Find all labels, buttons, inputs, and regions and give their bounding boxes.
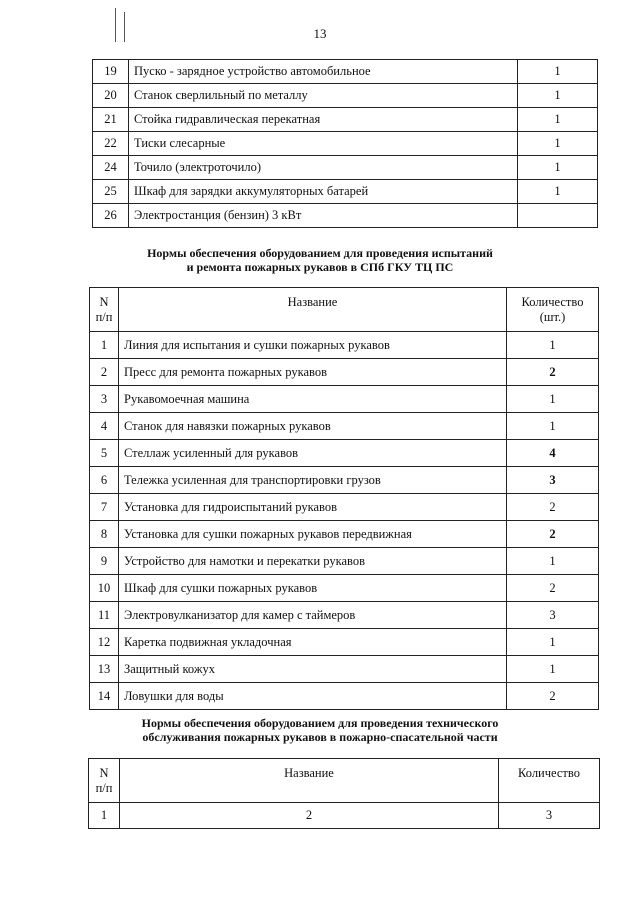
row-number: 1 (90, 332, 119, 359)
item-name: Рукавомоечная машина (119, 386, 507, 413)
table-row (90, 656, 599, 683)
row-number: 5 (90, 440, 119, 467)
equipment-table-continued (92, 59, 598, 228)
item-name: Защитный кожух (119, 656, 507, 683)
item-quantity: 3 (507, 602, 599, 629)
table-row (90, 440, 599, 467)
row-number: 4 (90, 413, 119, 440)
item-quantity: 1 (507, 548, 599, 575)
table-row (90, 683, 599, 710)
table-row (90, 548, 599, 575)
item-quantity: 2 (507, 683, 599, 710)
item-name: Тиски слесарные (129, 132, 518, 156)
row-number: 12 (90, 629, 119, 656)
row-number: 13 (90, 656, 119, 683)
row-number: 20 (93, 84, 129, 108)
table-row (93, 132, 598, 156)
column-index-row (89, 803, 600, 829)
heading-line: Нормы обеспечения оборудованием для проведения технического (141, 716, 499, 730)
item-quantity: 2 (507, 359, 599, 386)
column-header-name: Название (120, 759, 499, 803)
testing-repair-equipment-table (89, 287, 599, 710)
item-name: Стойка гидравлическая перекатная (129, 108, 518, 132)
item-name: Пуско - зарядное устройство автомобильное (129, 60, 518, 84)
item-name: Станок для навязки пожарных рукавов (119, 413, 507, 440)
table-row (90, 575, 599, 602)
item-quantity: 1 (518, 108, 598, 132)
row-number: 9 (90, 548, 119, 575)
item-name: Устройство для намотки и перекатки рукавов (119, 548, 507, 575)
section-heading-maintenance (0, 716, 640, 744)
item-quantity: 1 (518, 60, 598, 84)
item-name: Пресс для ремонта пожарных рукавов (119, 359, 507, 386)
item-quantity: 1 (518, 84, 598, 108)
table-header-row (89, 759, 600, 803)
item-name: Линия для испытания и сушки пожарных рукавов (119, 332, 507, 359)
column-header-quantity: Количество (шт.) (507, 288, 599, 332)
row-number: 19 (93, 60, 129, 84)
table-row (93, 84, 598, 108)
item-quantity: 4 (507, 440, 599, 467)
table-row (93, 204, 598, 228)
table-row (90, 494, 599, 521)
item-quantity: 1 (507, 629, 599, 656)
column-index: 2 (120, 803, 499, 829)
row-number: 26 (93, 204, 129, 228)
item-quantity: 2 (507, 521, 599, 548)
item-quantity: 1 (518, 156, 598, 180)
section-heading-testing-repair (0, 246, 640, 274)
item-name: Электровулканизатор для камер с таймеров (119, 602, 507, 629)
item-name: Стеллаж усиленный для рукавов (119, 440, 507, 467)
item-name: Установка для гидроиспытаний рукавов (119, 494, 507, 521)
page-number: 13 (313, 26, 327, 41)
column-header-number: N п/п (89, 759, 120, 803)
table-header-row (90, 288, 599, 332)
heading-line: обслуживания пожарных рукавов в пожарно-спасательной части (142, 730, 498, 744)
item-name: Установка для сушки пожарных рукавов передвижная (119, 521, 507, 548)
heading-line: и ремонта пожарных рукавов в СПб ГКУ ТЦ ПС (186, 260, 454, 274)
column-index: 1 (89, 803, 120, 829)
table-row (90, 602, 599, 629)
item-quantity: 1 (518, 180, 598, 204)
row-number: 10 (90, 575, 119, 602)
row-number: 11 (90, 602, 119, 629)
item-name: Точило (электроточило) (129, 156, 518, 180)
row-number: 6 (90, 467, 119, 494)
table-row (90, 629, 599, 656)
heading-line: Нормы обеспечения оборудованием для проведения испытаний (147, 246, 493, 260)
table-row (93, 108, 598, 132)
row-number: 7 (90, 494, 119, 521)
item-name: Каретка подвижная укладочная (119, 629, 507, 656)
item-quantity: 1 (507, 656, 599, 683)
item-quantity: 3 (507, 467, 599, 494)
column-index: 3 (499, 803, 600, 829)
table-row (93, 180, 598, 204)
row-number: 8 (90, 521, 119, 548)
row-number: 22 (93, 132, 129, 156)
item-name: Станок сверлильный по металлу (129, 84, 518, 108)
table-row (90, 413, 599, 440)
row-number: 2 (90, 359, 119, 386)
column-header-quantity: Количество (499, 759, 600, 803)
item-quantity: 1 (507, 332, 599, 359)
row-number: 14 (90, 683, 119, 710)
row-number: 24 (93, 156, 129, 180)
item-name: Электростанция (бензин) 3 кВт (129, 204, 518, 228)
table-row (93, 156, 598, 180)
item-name: Тележка усиленная для транспортировки грузов (119, 467, 507, 494)
item-quantity: 1 (507, 413, 599, 440)
item-name: Ловушки для воды (119, 683, 507, 710)
item-quantity (518, 204, 598, 228)
item-name: Шкаф для зарядки аккумуляторных батарей (129, 180, 518, 204)
row-number: 21 (93, 108, 129, 132)
table-row (90, 359, 599, 386)
table-row (90, 467, 599, 494)
table-row (93, 60, 598, 84)
column-header-number: N п/п (90, 288, 119, 332)
maintenance-equipment-table (88, 758, 600, 829)
item-quantity: 1 (507, 386, 599, 413)
item-quantity: 1 (518, 132, 598, 156)
item-quantity: 2 (507, 494, 599, 521)
column-header-name: Название (119, 288, 507, 332)
table-row (90, 332, 599, 359)
item-quantity: 2 (507, 575, 599, 602)
table-row (90, 521, 599, 548)
item-name: Шкаф для сушки пожарных рукавов (119, 575, 507, 602)
row-number: 25 (93, 180, 129, 204)
table-row (90, 386, 599, 413)
row-number: 3 (90, 386, 119, 413)
